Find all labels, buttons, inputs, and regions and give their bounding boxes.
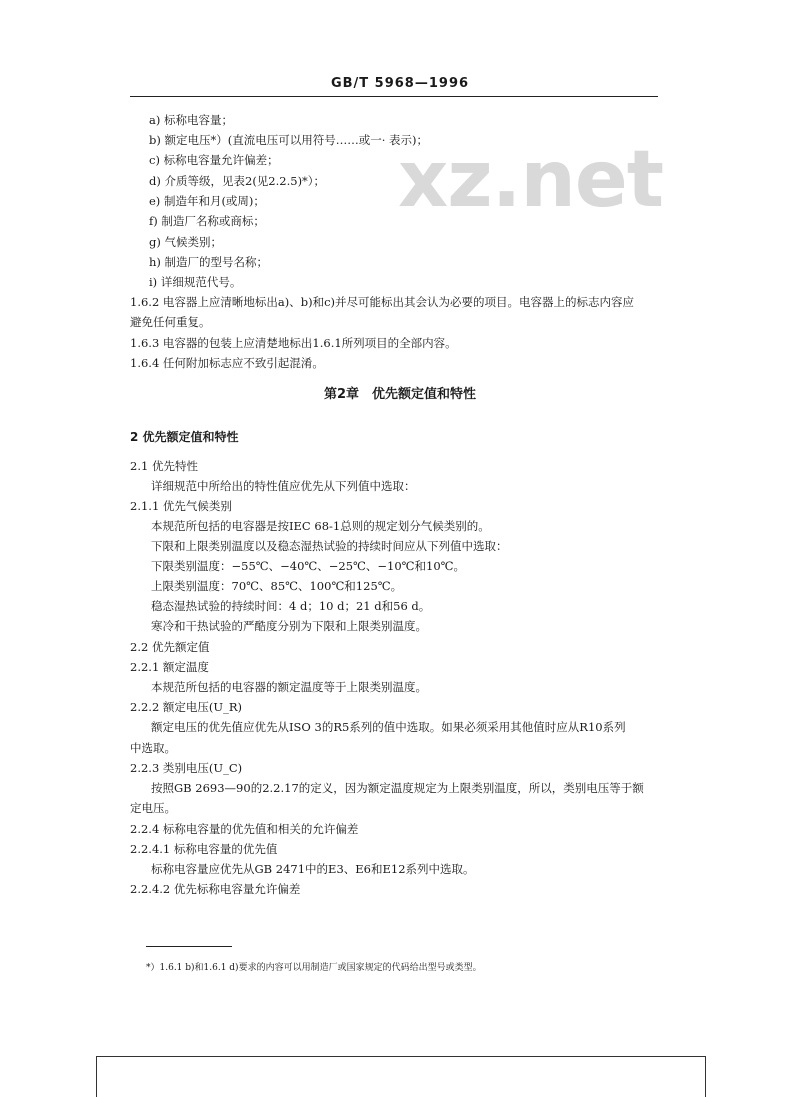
clause-2-2-1-text: 本规范所包括的电容器的额定温度等于上限类别温度。 xyxy=(151,680,427,694)
marking-item-h: h) 制造厂的型号名称； xyxy=(149,255,269,269)
clause-1-6-4: 1.6.4 任何附加标志应不致引起混淆。 xyxy=(130,356,324,370)
clause-2-2-3-title: 2.2.3 类别电压(U_C) xyxy=(130,761,243,775)
clause-2-2-2-line1: 额定电压的优先值应优先从ISO 3的R5系列的值中选取。如果必须采用其他值时应从R10系列 xyxy=(151,720,626,734)
section-2-title: 2 优先额定值和特性 xyxy=(130,430,239,444)
marking-item-c: c) 标称电容量允许偏差； xyxy=(149,153,279,167)
clause-1-6-3: 1.6.3 电容器的包装上应清楚地标出1.6.1所列项目的全部内容。 xyxy=(130,336,457,350)
marking-item-d: d) 介质等级，见表2(见2.2.5)*）； xyxy=(149,174,326,188)
clause-2-2-4-title: 2.2.4 标称电容量的优先值和相关的允许偏差 xyxy=(130,822,359,836)
watermark: xz.net xyxy=(398,135,664,225)
footnote-rule xyxy=(146,946,232,947)
clause-2-2-3-line2: 定电压。 xyxy=(130,801,176,815)
header-rule xyxy=(130,96,658,97)
standard-header: GB/T 5968—1996 xyxy=(330,76,470,91)
clause-2-1-1-line6: 寒冷和干热试验的严酷度分别为下限和上限类别温度。 xyxy=(151,619,427,633)
marking-item-e: e) 制造年和月(或周)； xyxy=(149,194,265,208)
clause-1-6-2-line2: 避免任何重复。 xyxy=(130,315,211,329)
clause-2-2-1-title: 2.2.1 额定温度 xyxy=(130,660,209,674)
clause-2-2-4-2-title: 2.2.4.2 优先标称电容量允许偏差 xyxy=(130,882,301,896)
clause-2-1-title: 2.1 优先特性 xyxy=(130,459,198,473)
marking-item-i: i) 详细规范代号。 xyxy=(149,275,242,289)
clause-2-2-3-line1: 按照GB 2693—90的2.2.17的定义，因为额定温度规定为上限类别温度，所以，类别电压等于额 xyxy=(151,781,644,795)
clause-2-1-1-line5: 稳态湿热试验的持续时间：4 d；10 d；21 d和56 d。 xyxy=(151,599,431,613)
clause-2-1-intro: 详细规范中所给出的特性值应优先从下列值中选取： xyxy=(151,479,416,493)
clause-2-1-1-title: 2.1.1 优先气候类别 xyxy=(130,499,232,513)
clause-2-2-title: 2.2 优先额定值 xyxy=(130,640,210,654)
marking-item-a: a) 标称电容量； xyxy=(149,113,233,127)
clause-2-1-1-line4: 上限类别温度：70℃、85℃、100℃和125℃。 xyxy=(151,579,403,593)
clause-1-6-2-line1: 1.6.2 电容器上应清晰地标出a)、b)和c)并尽可能标出其会认为必要的项目。电容器上的标志内容应 xyxy=(130,295,635,309)
clause-2-2-2-title: 2.2.2 额定电压(U_R) xyxy=(130,700,242,714)
footnote: *）1.6.1 b)和1.6.1 d)要求的内容可以用制造厂或国家规定的代码给出型号或类型。 xyxy=(146,963,482,973)
clause-2-2-4-1-text: 标称电容量应优先从GB 2471中的E3、E6和E12系列中选取。 xyxy=(151,862,475,876)
marking-item-b: b) 额定电压*）(直流电压可以用符号……或一· 表示)； xyxy=(149,133,429,147)
chapter-title: 第2章 优先额定值和特性 xyxy=(323,387,477,402)
clause-2-2-4-1-title: 2.2.4.1 标称电容量的优先值 xyxy=(130,842,278,856)
clause-2-1-1-line3: 下限类别温度：−55℃、−40℃、−25℃、−10℃和10℃。 xyxy=(151,559,466,573)
clause-2-1-1-line1: 本规范所包括的电容器是按IEC 68-1总则的规定划分气候类别的。 xyxy=(151,519,490,533)
marking-item-g: g) 气候类别； xyxy=(149,235,223,249)
clause-2-2-2-line2: 中选取。 xyxy=(130,741,176,755)
marking-item-f: f) 制造厂名称或商标； xyxy=(149,214,265,228)
clause-2-1-1-line2: 下限和上限类别温度以及稳态湿热试验的持续时间应从下列值中选取： xyxy=(151,539,508,553)
